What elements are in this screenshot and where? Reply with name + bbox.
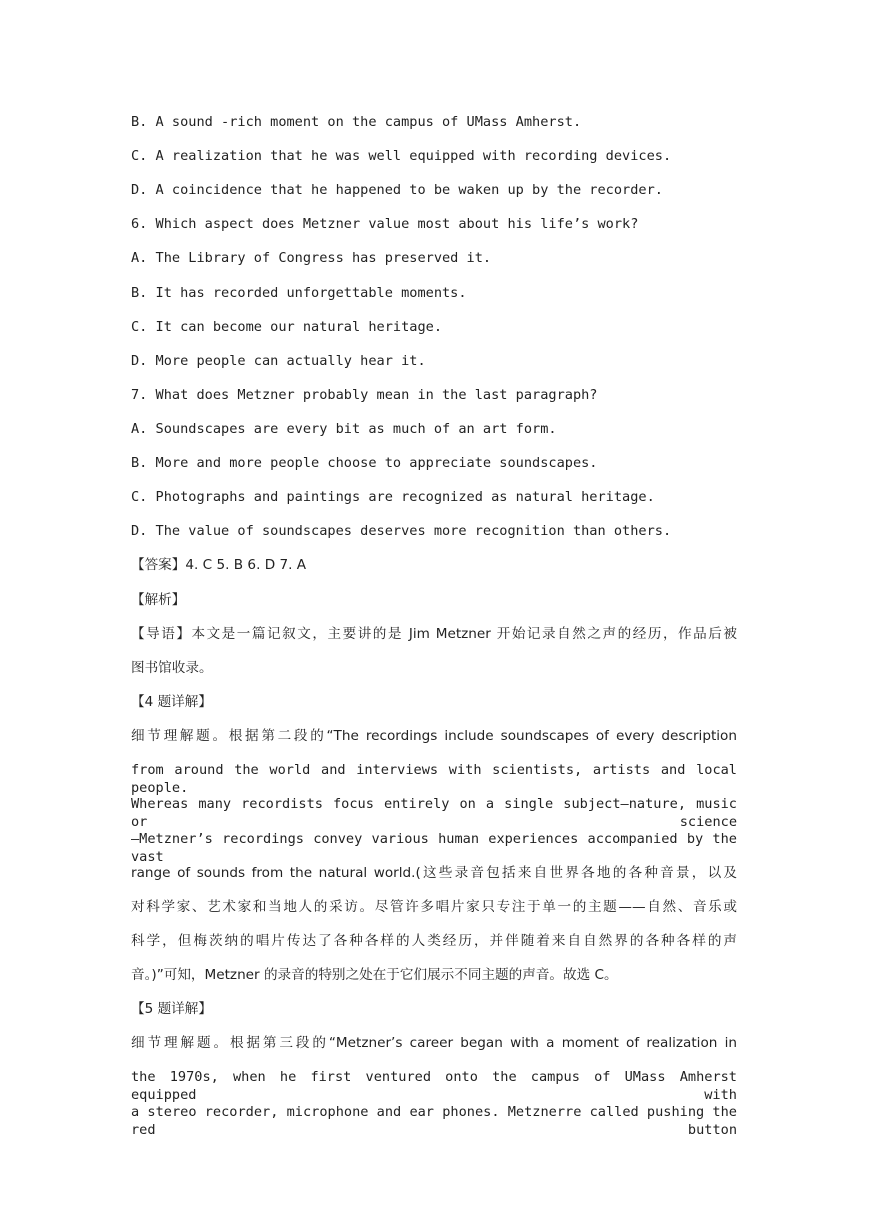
option-6d: D. More people can actually hear it. [131, 353, 426, 369]
q4-line-5: range of sounds from the natural world.(这些录音包括来自世界各地的各种音景，以及 [131, 865, 737, 881]
option-7d: D. The value of soundscapes deserves more recognition than others. [131, 523, 672, 539]
option-5b: B. A sound -rich moment on the campus of UMass Amherst. [131, 114, 582, 130]
option-7a: A. Soundscapes are every bit as much of an art form. [131, 421, 557, 437]
q4-line-3: Whereas many recordists focus entirely on a single subject—nature, music or science [131, 796, 737, 830]
intro-line-1: 【导语】本文是一篇记叙文，主要讲的是 Jim Metzner 开始记录自然之声的经历，作品后被 [131, 626, 737, 642]
q4-line-8: 音。)”可知，Metzner 的录音的特别之处在于它们展示不同主题的声音。故选 C。 [131, 967, 618, 983]
option-6a: A. The Library of Congress has preserved it. [131, 250, 492, 266]
q5-line-1: 细节理解题。根据第三段的“Metzner’s career began with a moment of realization in [131, 1035, 737, 1051]
option-6c: C. It can become our natural heritage. [131, 319, 442, 335]
analysis-heading: 【解析】 [131, 592, 186, 608]
option-5d: D. A coincidence that he happened to be waken up by the recorder. [131, 182, 663, 198]
q5-line-3: a stereo recorder, microphone and ear phones. Metznerre called pushing the red button [131, 1104, 737, 1138]
q4-line-7: 科学，但梅茨纳的唱片传达了各种各样的人类经历，并伴随着来自自然界的各种各样的声 [131, 933, 737, 949]
q4-heading: 【4 题详解】 [131, 694, 212, 710]
q5-heading: 【5 题详解】 [131, 1001, 212, 1017]
option-7b: B. More and more people choose to appreciate soundscapes. [131, 455, 598, 471]
q4-line-2: from around the world and interviews with scientists, artists and local people. [131, 762, 737, 796]
q4-line-1: 细节理解题。根据第二段的“The recordings include soundscapes of every description [131, 728, 737, 744]
intro-line-2: 图书馆收录。 [131, 660, 213, 676]
option-6b: B. It has recorded unforgettable moments. [131, 285, 467, 301]
option-7c: C. Photographs and paintings are recognized as natural heritage. [131, 489, 655, 505]
option-5c: C. A realization that he was well equipped with recording devices. [131, 148, 672, 164]
q5-line-2: the 1970s, when he first ventured onto the campus of UMass Amherst equipped with [131, 1069, 737, 1103]
q4-line-6: 对科学家、艺术家和当地人的采访。尽管许多唱片家只专注于单一的主题——自然、音乐或 [131, 899, 737, 915]
answer-key: 【答案】4. C 5. B 6. D 7. A [131, 557, 307, 573]
q4-line-4: —Metzner’s recordings convey various human experiences accompanied by the vast [131, 831, 737, 865]
question-6: 6. Which aspect does Metzner value most about his life’s work? [131, 216, 639, 232]
question-7: 7. What does Metzner probably mean in the last paragraph? [131, 387, 598, 403]
